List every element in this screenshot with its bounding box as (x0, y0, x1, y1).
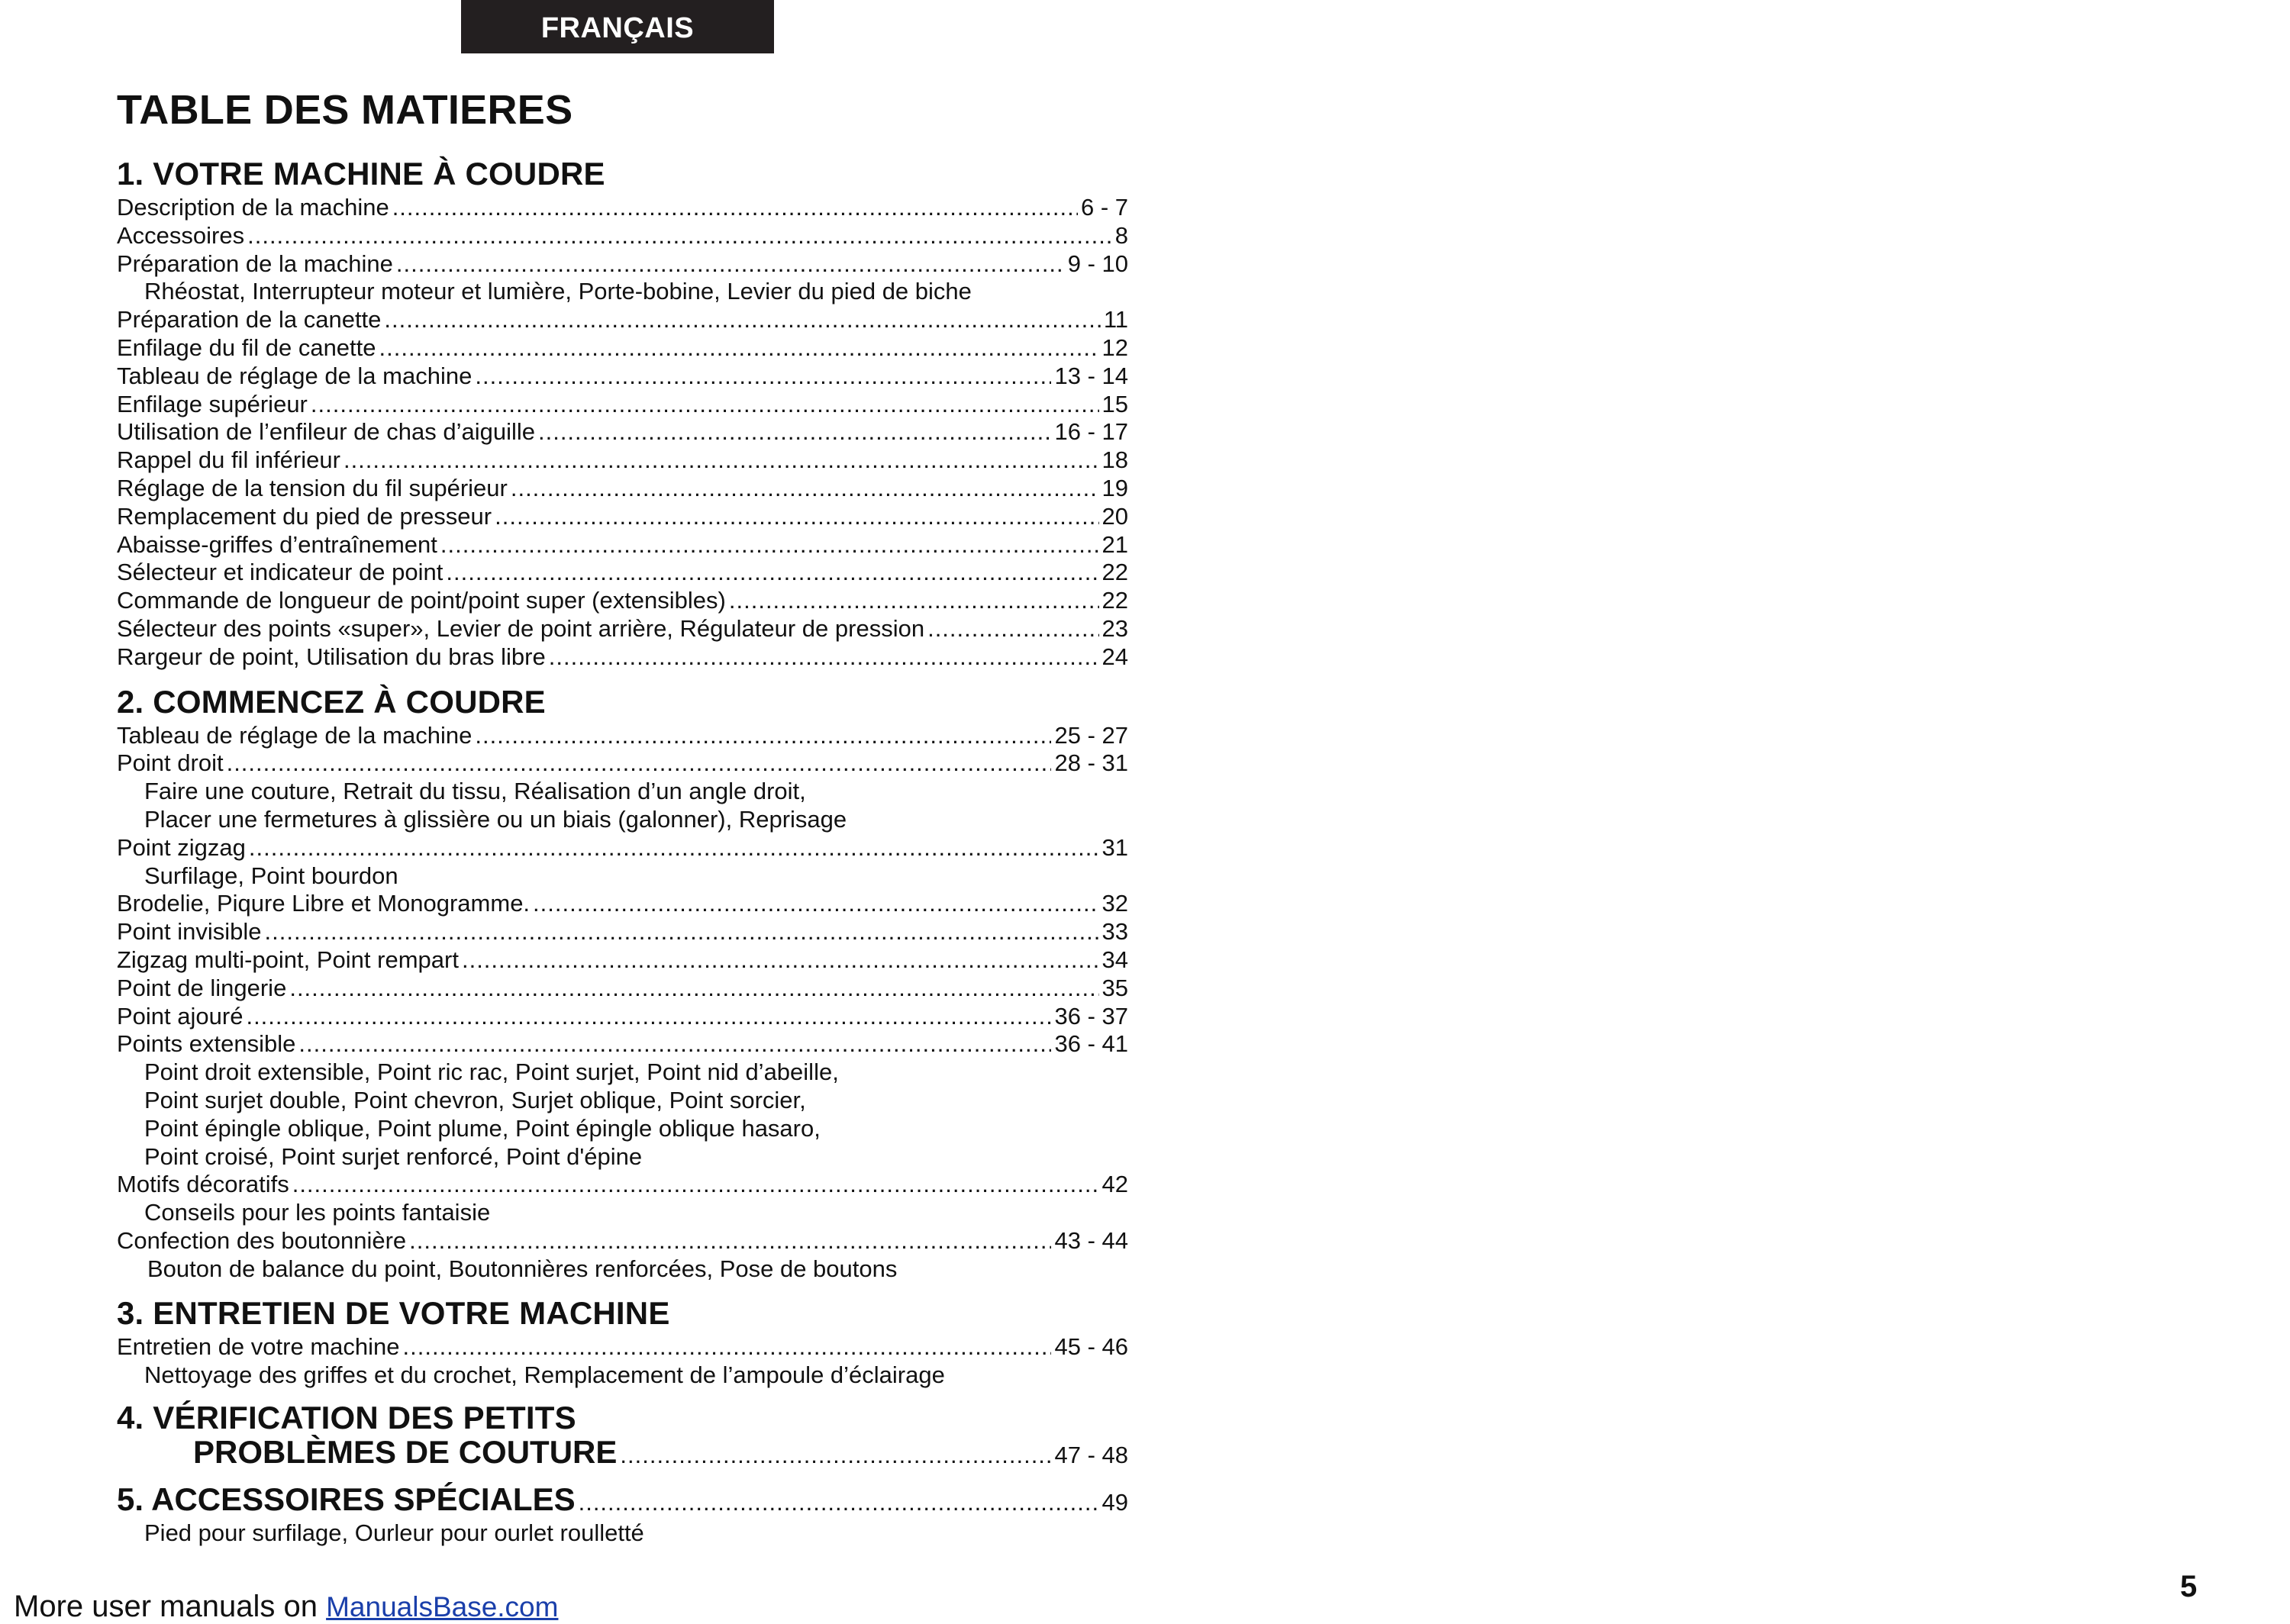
toc-entry (117, 1003, 1128, 1031)
footer-note (14, 1590, 558, 1624)
entry-label: Point ajouré (117, 1002, 244, 1030)
entry-page: 28 - 31 (1054, 749, 1128, 777)
toc-entry (117, 1030, 1128, 1058)
toc-subentry: Conseils pour les points fantaisie (144, 1199, 491, 1226)
toc-entry (117, 1483, 1128, 1519)
toc-subentry: Nettoyage des griffes et du crochet, Remplacement de l’ampoule d’éclairage (144, 1361, 945, 1389)
entry-page: 19 (1101, 474, 1128, 501)
page-number: 5 (2180, 1570, 2198, 1603)
entry-label: Commande de longueur de point/point super (extensibles) (117, 587, 726, 614)
leader-dots (292, 1171, 1099, 1199)
entry-label: Description de la machine (117, 194, 389, 221)
toc-section-4 (117, 1400, 1128, 1472)
leader-dots (384, 306, 1100, 334)
toc-entry (117, 722, 1128, 750)
entry-label: Rargeur de point, Utilisation du bras libre (117, 643, 546, 670)
entry-label: Point de lingerie (117, 974, 287, 1001)
language-tab: FRANÇAIS (461, 0, 774, 53)
toc-subentry: Rhéostat, Interrupteur moteur et lumière, Porte-bobine, Levier du pied de biche (144, 278, 972, 305)
leader-dots (495, 503, 1098, 531)
toc-subentry: Point surjet double, Point chevron, Surjet oblique, Point sorcier, (144, 1086, 806, 1113)
leader-dots (298, 1030, 1051, 1058)
toc-entry (117, 643, 1128, 672)
toc-entry (117, 890, 1128, 918)
leader-dots (311, 391, 1099, 419)
leader-dots (249, 834, 1099, 862)
entry-label: Sélecteur et indicateur de point (117, 559, 443, 586)
leader-dots (409, 1227, 1051, 1255)
toc-entry (117, 1333, 1128, 1361)
leader-dots (289, 975, 1098, 1003)
entry-label: Rappel du fil inférieur (117, 446, 340, 474)
toc-entry (117, 446, 1128, 475)
entry-page: 47 - 48 (1054, 1442, 1128, 1469)
entry-page: 8 (1114, 221, 1128, 249)
entry-page: 35 (1101, 974, 1128, 1001)
entry-page: 49 (1101, 1489, 1128, 1516)
toc-subentry: Surfilage, Point bourdon (144, 862, 398, 889)
entry-label: Préparation de la canette (117, 306, 382, 334)
entry-page: 12 (1101, 334, 1128, 361)
entry-page: 20 (1101, 502, 1128, 530)
entry-page: 33 (1101, 918, 1128, 946)
entry-page: 22 (1101, 587, 1128, 614)
footer-prefix: More user manuals on (14, 1590, 318, 1623)
leader-dots (475, 722, 1051, 750)
entry-label: Abaisse-griffes d’entraînement (117, 530, 437, 558)
leader-dots (729, 587, 1099, 615)
toc-entry (117, 1227, 1128, 1255)
toc-entry (117, 362, 1128, 391)
entry-page: 32 (1101, 890, 1128, 917)
entry-page: 22 (1101, 559, 1128, 586)
leader-dots (579, 1486, 1099, 1519)
toc-subentry: Bouton de balance du point, Boutonnières renforcées, Pose de boutons (147, 1255, 898, 1282)
leader-dots (265, 918, 1099, 946)
toc-subentry: Placer une fermetures à glissière ou un biais (galonner), Reprisage (144, 805, 847, 833)
entry-label: Point droit (117, 749, 224, 777)
entry-page: 21 (1101, 530, 1128, 558)
entry-page: 25 - 27 (1054, 721, 1128, 749)
leader-dots (344, 446, 1099, 475)
entry-page: 9 - 10 (1067, 250, 1128, 277)
entry-page: 13 - 14 (1054, 362, 1128, 389)
toc-entry (117, 391, 1128, 419)
leader-dots (396, 250, 1065, 279)
leader-dots (247, 222, 1112, 250)
toc-subentry: Point épingle oblique, Point plume, Point épingle oblique hasaro, (144, 1114, 821, 1142)
toc-entry (117, 418, 1128, 446)
leader-dots (227, 749, 1052, 778)
toc-entry (117, 1171, 1128, 1199)
toc-subentry: Point croisé, Point surjet renforcé, Point d'épine (144, 1142, 643, 1170)
entry-label: Préparation de la machine (117, 250, 393, 277)
section-title: 5. ACCESSOIRES SPÉCIALES (117, 1481, 576, 1518)
entry-page: 18 (1101, 446, 1128, 474)
section-title-line2: PROBLÈMES DE COUTURE (193, 1434, 618, 1471)
leader-dots (927, 615, 1098, 643)
entry-label: Enfilage supérieur (117, 390, 308, 417)
entry-label: Tableau de réglage de la machine (117, 362, 473, 389)
entry-page: 43 - 44 (1054, 1226, 1128, 1254)
section-title: 4. VÉRIFICATION DES PETITS (117, 1400, 576, 1436)
section-title: 2. COMMENCEZ À COUDRE (117, 683, 546, 720)
leader-dots (620, 1439, 1051, 1472)
toc-entry (117, 250, 1128, 279)
entry-page: 24 (1101, 643, 1128, 670)
entry-page: 15 (1101, 390, 1128, 417)
entry-label: Entretien de votre machine (117, 1333, 400, 1361)
toc-entry (117, 531, 1128, 559)
entry-label: Point zigzag (117, 833, 246, 861)
leader-dots (446, 559, 1098, 587)
entry-label: Remplacement du pied de presseur (117, 502, 492, 530)
leader-dots (533, 890, 1098, 918)
toc-subentry: Point droit extensible, Point ric rac, Point surjet, Point nid d’abeille, (144, 1058, 839, 1086)
toc-entry (117, 975, 1128, 1003)
entry-label: Point invisible (117, 918, 262, 946)
toc-section-1 (117, 154, 1128, 672)
manualsbase-link[interactable]: ManualsBase.com (326, 1591, 559, 1622)
leader-dots (511, 475, 1099, 503)
leader-dots (538, 418, 1052, 446)
leader-dots (440, 531, 1099, 559)
toc-entry (117, 946, 1128, 975)
toc-entry (117, 503, 1128, 531)
toc-entry (117, 475, 1128, 503)
entry-label: Enfilage du fil de canette (117, 334, 376, 361)
toc-subentry: Pied pour surfilage, Ourleur pour ourlet roulletté (144, 1519, 644, 1547)
entry-label: Motifs décoratifs (117, 1171, 289, 1198)
entry-label: Zigzag multi-point, Point rempart (117, 946, 459, 973)
toc-entry (117, 334, 1128, 362)
entry-page: 31 (1101, 833, 1128, 861)
entry-label: Utilisation de l’enfileur de chas d’aiguille (117, 418, 535, 446)
leader-dots (462, 946, 1099, 975)
page-title: TABLE DES MATIERES (117, 87, 573, 133)
section-title: 3. ENTRETIEN DE VOTRE MACHINE (117, 1295, 670, 1332)
entry-page: 42 (1101, 1171, 1128, 1198)
entry-label: Sélecteur des points «super», Levier de point arrière, Régulateur de pression (117, 614, 925, 642)
entry-label: Confection des boutonnière (117, 1226, 407, 1254)
toc-entry (117, 834, 1128, 862)
toc-entry (117, 222, 1128, 250)
toc-entry (117, 615, 1128, 643)
leader-dots (403, 1333, 1052, 1361)
toc-entry (117, 1436, 1128, 1472)
toc-entry (117, 918, 1128, 946)
leader-dots (379, 334, 1099, 362)
toc-entry (117, 587, 1128, 615)
entry-page: 6 - 7 (1080, 194, 1128, 221)
entry-page: 36 - 41 (1054, 1030, 1128, 1058)
section-title: 1. VOTRE MACHINE À COUDRE (117, 156, 605, 192)
entry-page: 23 (1101, 614, 1128, 642)
entry-label: Accessoires (117, 221, 245, 249)
entry-label: Réglage de la tension du fil supérieur (117, 474, 508, 501)
entry-page: 34 (1101, 946, 1128, 973)
table-of-contents (117, 154, 1128, 1558)
entry-label: Tableau de réglage de la machine (117, 721, 473, 749)
toc-subentry: Faire une couture, Retrait du tissu, Réalisation d’un angle droit, (144, 778, 806, 805)
toc-entry (117, 749, 1128, 778)
entry-label: Points extensible (117, 1030, 296, 1058)
entry-page: 11 (1103, 306, 1128, 334)
leader-dots (392, 194, 1078, 222)
toc-entry (117, 194, 1128, 222)
toc-entry (117, 559, 1128, 587)
toc-section-5 (117, 1483, 1128, 1548)
toc-entry (117, 306, 1128, 334)
leader-dots (246, 1003, 1051, 1031)
entry-page: 16 - 17 (1054, 418, 1128, 446)
entry-label: Brodelie, Piqure Libre et Monogramme. (117, 890, 531, 917)
leader-dots (549, 643, 1099, 672)
toc-section-3 (117, 1294, 1128, 1390)
leader-dots (475, 362, 1051, 391)
entry-page: 36 - 37 (1054, 1002, 1128, 1030)
entry-page: 45 - 46 (1054, 1333, 1128, 1361)
toc-section-2 (117, 682, 1128, 1284)
